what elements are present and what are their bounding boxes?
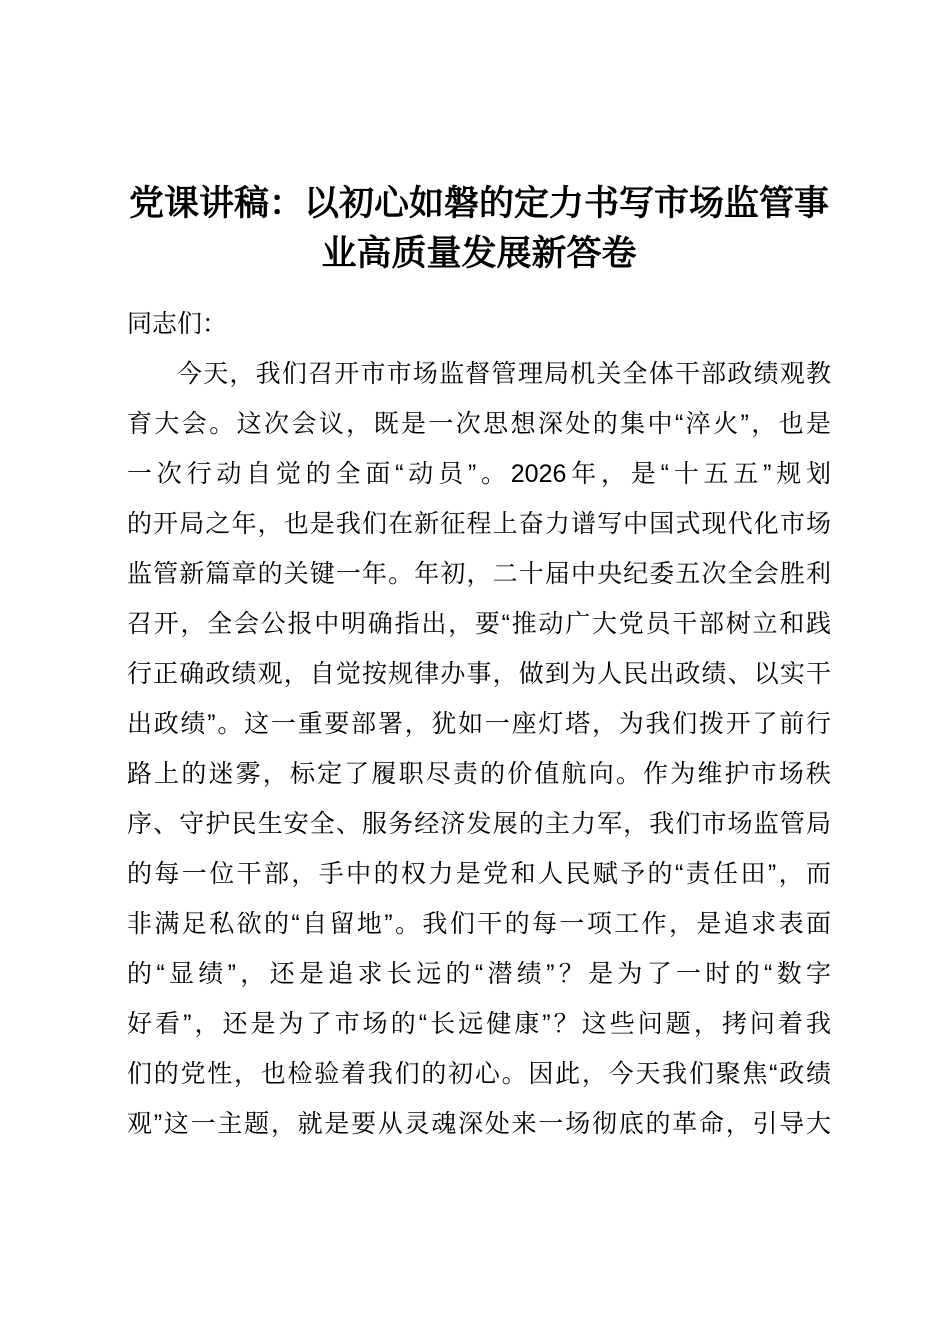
- text-line: 们的党性，也检验着我们的初心。因此，今天我们聚焦“政绩: [127, 1060, 831, 1088]
- text-line: 业高质量发展新答卷: [321, 234, 637, 273]
- text-line: 的开局之年，也是我们在新征程上奋力谱写中国式现代化市场: [127, 510, 831, 538]
- document-title: [127, 179, 831, 279]
- text-line: 召开，全会公报中明确指出，要“推动广大党员干部树立和践: [127, 610, 831, 638]
- text-line: 观”这一主题，就是要从灵魂深处来一场彻底的革命，引导大: [127, 1110, 831, 1138]
- document-body: [127, 299, 831, 1149]
- text-line: 好看”，还是为了市场的“长远健康”？这些问题，拷问着我: [127, 1010, 831, 1038]
- text-line: 党课讲稿：以初心如磐的定力书写市场监管事: [128, 184, 829, 223]
- text-line: 的每一位干部，手中的权力是党和人民赋予的“责任田”，而: [127, 860, 831, 888]
- salutation-line: 同志们：: [127, 310, 228, 338]
- text-line: 非满足私欲的“自留地”。我们干的每一项工作，是追求表面: [127, 910, 831, 938]
- text-line: 路上的迷雾，标定了履职尽责的价值航向。作为维护市场秩: [127, 760, 831, 788]
- text-line: 序、守护民生安全、服务经济发展的主力军，我们市场监管局: [127, 810, 831, 838]
- text-line: 今天，我们召开市市场监督管理局机关全体干部政绩观教: [177, 360, 831, 388]
- body-paragraph: [127, 349, 831, 1149]
- text-line: 一次行动自觉的全面“动员”。2026年，是“十五五”规划: [127, 460, 831, 488]
- text-line: 育大会。这次会议，既是一次思想深处的集中“淬火”，也是: [127, 410, 831, 438]
- text-line: 出政绩”。这一重要部署，犹如一座灯塔，为我们拨开了前行: [127, 710, 831, 738]
- text-line: 行正确政绩观，自觉按规律办事，做到为人民出政绩、以实干: [127, 660, 831, 688]
- text-line: 的“显绩”，还是追求长远的“潜绩”？是为了一时的“数字: [127, 960, 831, 988]
- text-line: 监管新篇章的关键一年。年初，二十届中央纪委五次全会胜利: [127, 560, 831, 588]
- document-content: [127, 179, 831, 1149]
